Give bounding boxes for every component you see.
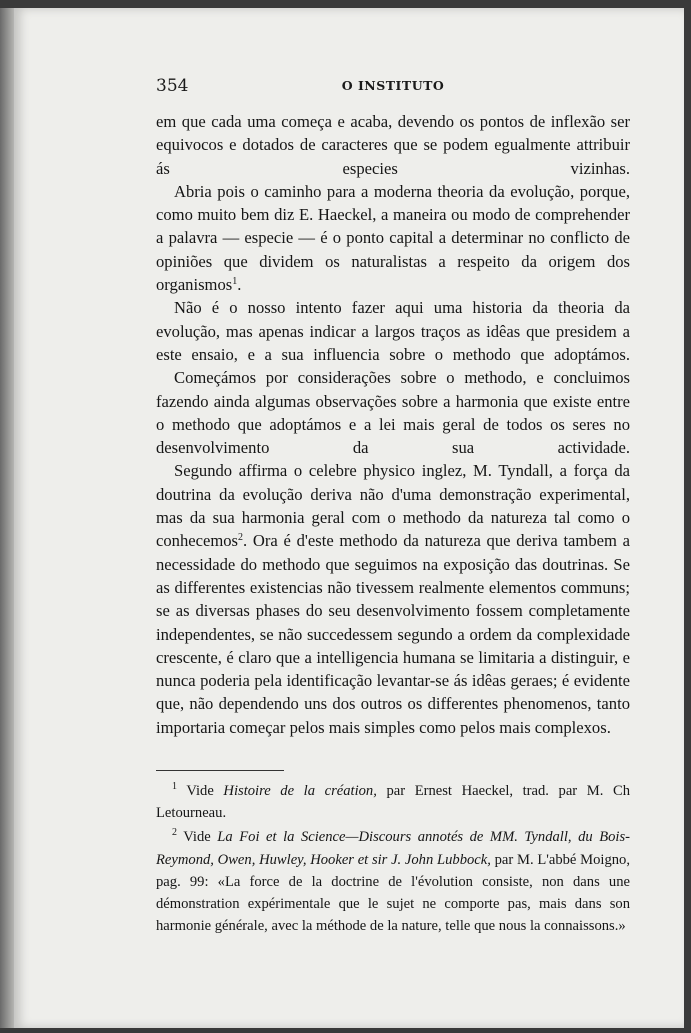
paragraph [156, 110, 630, 180]
footnote-mark: 2 [172, 827, 177, 839]
book-binding [0, 8, 14, 1028]
footnote-pre: Vide [186, 783, 214, 799]
running-header [156, 76, 630, 98]
paragraph-text-tail: . [237, 275, 242, 295]
footnote-mark: 1 [172, 781, 177, 792]
footnote-post: par Ernest Haeckel, trad. par M. Ch Letourneau. [156, 783, 630, 822]
footnote-ref: 1 [232, 276, 238, 288]
paragraph-text-tail: . Ora é d'este methodo da natureza que deriva tambem a necessidade do methodo que seguimos na exposição das doutrinas. Se as differentes existencias não tivessem realmente elementos communs; se as diversas phases do seu desenvolvimento fossem completamente independentes, se não succedessem segundo a ordem da complexidade crescente, é claro que a intelligencia humana se limitaria a distinguir, e nunca poderia pela identificação levantar-se ás idêas geraes; é evidente que, não dependendo uns dos outros os differentes phenomenos, tanto importaria começar pelos mais simples como pelos mais complexos. [156, 531, 630, 737]
footnote-title: Histoire de la création, [223, 783, 377, 799]
paragraph [156, 366, 630, 459]
paragraph-text: Não é o nosso intento fazer aqui uma historia da theoria da evolução, mas apenas indicar a largos traços as idêas que presidem a este ensaio, e a sua influencia sobre o methodo que adoptámos. [156, 298, 630, 364]
paragraph [156, 459, 630, 739]
paragraph-text: Começámos por considerações sobre o methodo, e concluimos fazendo ainda algumas observações sobre a harmonia que existe entre o methodo que adoptámos e a lei mais geral de todos os seres no desenvolvimento da sua actividade. [156, 368, 630, 458]
footnote [156, 780, 630, 824]
footnote-post: par M. L'abbé Moigno, pag. 99: «La force de la doctrine de l'évolution consiste, non dans une démonstration expérimentale que le sujet ne comporte pas, mais dans son harmonie générale, avec la méthode de la nature, telle que nous la connaissons.» [156, 851, 630, 935]
footnote-title: La Foi et la Science—Discours annotés de MM. Tyndall, du Bois-Reymond, Owen, Huwley, Hooker et sir J. John Lubbock, [156, 829, 630, 868]
paragraph-text: Segundo affirma o celebre physico inglez, M. Tyndall, a força da doutrina da evolução deriva não d'uma demonstração experimental, mas da sua harmonia geral com o methodo da natureza tal como o conhecemos [156, 461, 630, 551]
body-text [156, 110, 630, 739]
footnote [156, 826, 630, 937]
paragraph [156, 296, 630, 366]
footnote-rule [156, 770, 284, 771]
paragraph [156, 180, 630, 296]
paragraph-text: Abria pois o caminho para a moderna theoria da evolução, porque, como muito bem diz E. Haeckel, a maneira ou modo de comprehender a palavra — especie — é o ponto capital a determinar no conflicto de opiniões que dividem os naturalistas a respeito da origem dos organismos [156, 181, 630, 295]
running-title: O INSTITUTO [341, 78, 445, 93]
footnotes [156, 780, 630, 939]
paragraph-text: em que cada uma começa e acaba, devendo os pontos de inflexão ser equivocos e dotados de caracteres que se podem egualmente attribuir ás especies vizinhas. [156, 112, 630, 178]
footnote-ref: 2 [238, 532, 244, 544]
page-number: 354 [156, 76, 189, 96]
footnote-pre: Vide [183, 829, 211, 846]
